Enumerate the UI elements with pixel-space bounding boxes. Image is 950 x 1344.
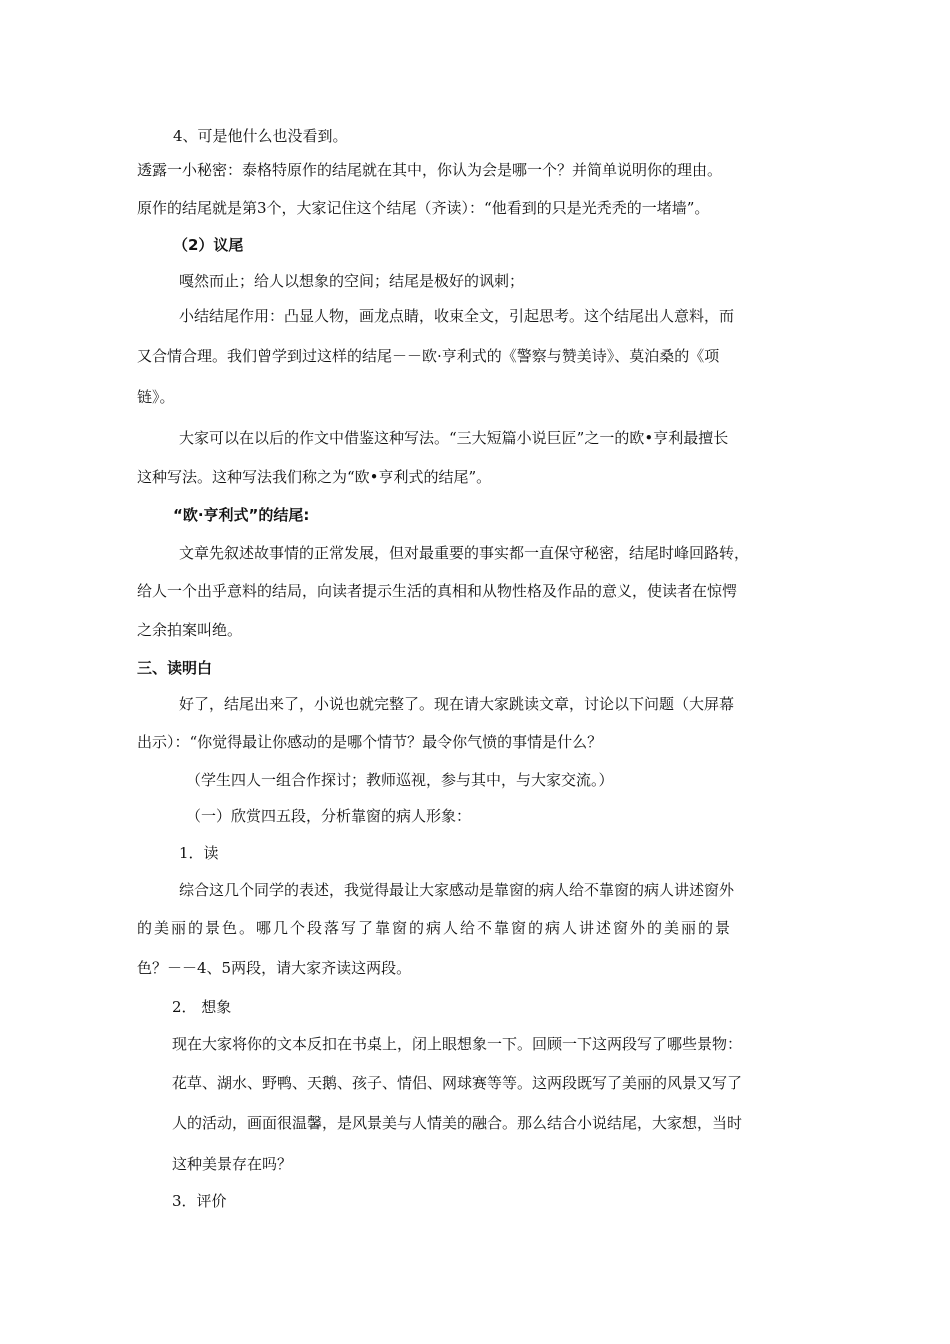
text-line: 4、可是他什么也没看到。	[173, 127, 348, 145]
text-line: 文章先叙述故事情的正常发展，但对最重要的事实都一直保守秘密，结尾时峰回路转，	[179, 544, 750, 562]
text-line: 原作的结尾就是第3个，大家记住这个结尾（齐读）：“他看到的只是光秃秃的一堵墙”。	[137, 199, 710, 217]
text-line: 小结结尾作用：凸显人物，画龙点睛，收束全文，引起思考。这个结尾出人意料，而	[179, 307, 735, 325]
text-line: 1．读	[179, 844, 219, 862]
text-line: 人的活动，画面很温馨，是风景美与人情美的融合。那么结合小说结尾，大家想，当时	[172, 1114, 743, 1132]
text-line: 好了，结尾出来了，小说也就完整了。现在请大家跳读文章，讨论以下问题（大屏幕	[179, 695, 735, 713]
text-line: 嘎然而止；给人以想象的空间；结尾是极好的讽刺；	[179, 272, 525, 290]
text-line: 给人一个出乎意料的结局，向读者提示生活的真相和从物性格及作品的意义，使读者在惊愕	[137, 582, 738, 600]
text-line: 出示）：“你觉得最让你感动的是哪个情节？最令你气愤的事情是什么？	[137, 733, 603, 751]
text-line: 综合这几个同学的表述，我觉得最让大家感动是靠窗的病人给不靠窗的病人讲述窗外	[179, 881, 735, 899]
section-heading: （2）议尾	[173, 236, 244, 254]
text-line: 现在大家将你的文本反扣在书桌上，闭上眼想象一下。回顾一下这两段写了哪些景物：	[172, 1035, 743, 1053]
section-heading: “欧·亨利式”的结尾:	[173, 506, 310, 524]
text-line: 色？－－4、5两段，请大家齐读这两段。	[137, 959, 412, 977]
text-line: 花草、湖水、野鸭、天鹅、孩子、情侣、网球赛等等。这两段既写了美丽的风景又写了	[172, 1074, 743, 1092]
text-line: 的美丽的景色。哪几个段落写了靠窗的病人给不靠窗的病人讲述窗外的美丽的景	[137, 919, 733, 937]
text-line: 透露一小秘密：泰格特原作的结尾就在其中，你认为会是哪一个？并简单说明你的理由。	[137, 161, 723, 179]
text-line: （学生四人一组合作探讨；教师巡视，参与其中，与大家交流。）	[186, 771, 614, 789]
text-line: 大家可以在以后的作文中借鉴这种写法。“三大短篇小说巨匠”之一的欧•亨利最擅长	[179, 429, 729, 447]
text-line: 3．评价	[172, 1192, 227, 1210]
text-line: 链》。	[137, 388, 175, 406]
text-line: 之余拍案叫绝。	[137, 621, 243, 639]
section-heading: 三、读明白	[137, 659, 213, 677]
text-line: 又合情合理。我们曾学到过这样的结尾－－欧·亨利式的《警察与赞美诗》、莫泊桑的《项	[137, 347, 720, 365]
text-line: 这种美景存在吗？	[172, 1155, 293, 1173]
text-line: 2． 想象	[172, 998, 232, 1016]
text-line: 这种写法。这种写法我们称之为“欧•亨利式的结尾”。	[137, 468, 492, 486]
text-line: （一）欣赏四五段，分析靠窗的病人形象：	[186, 807, 472, 825]
